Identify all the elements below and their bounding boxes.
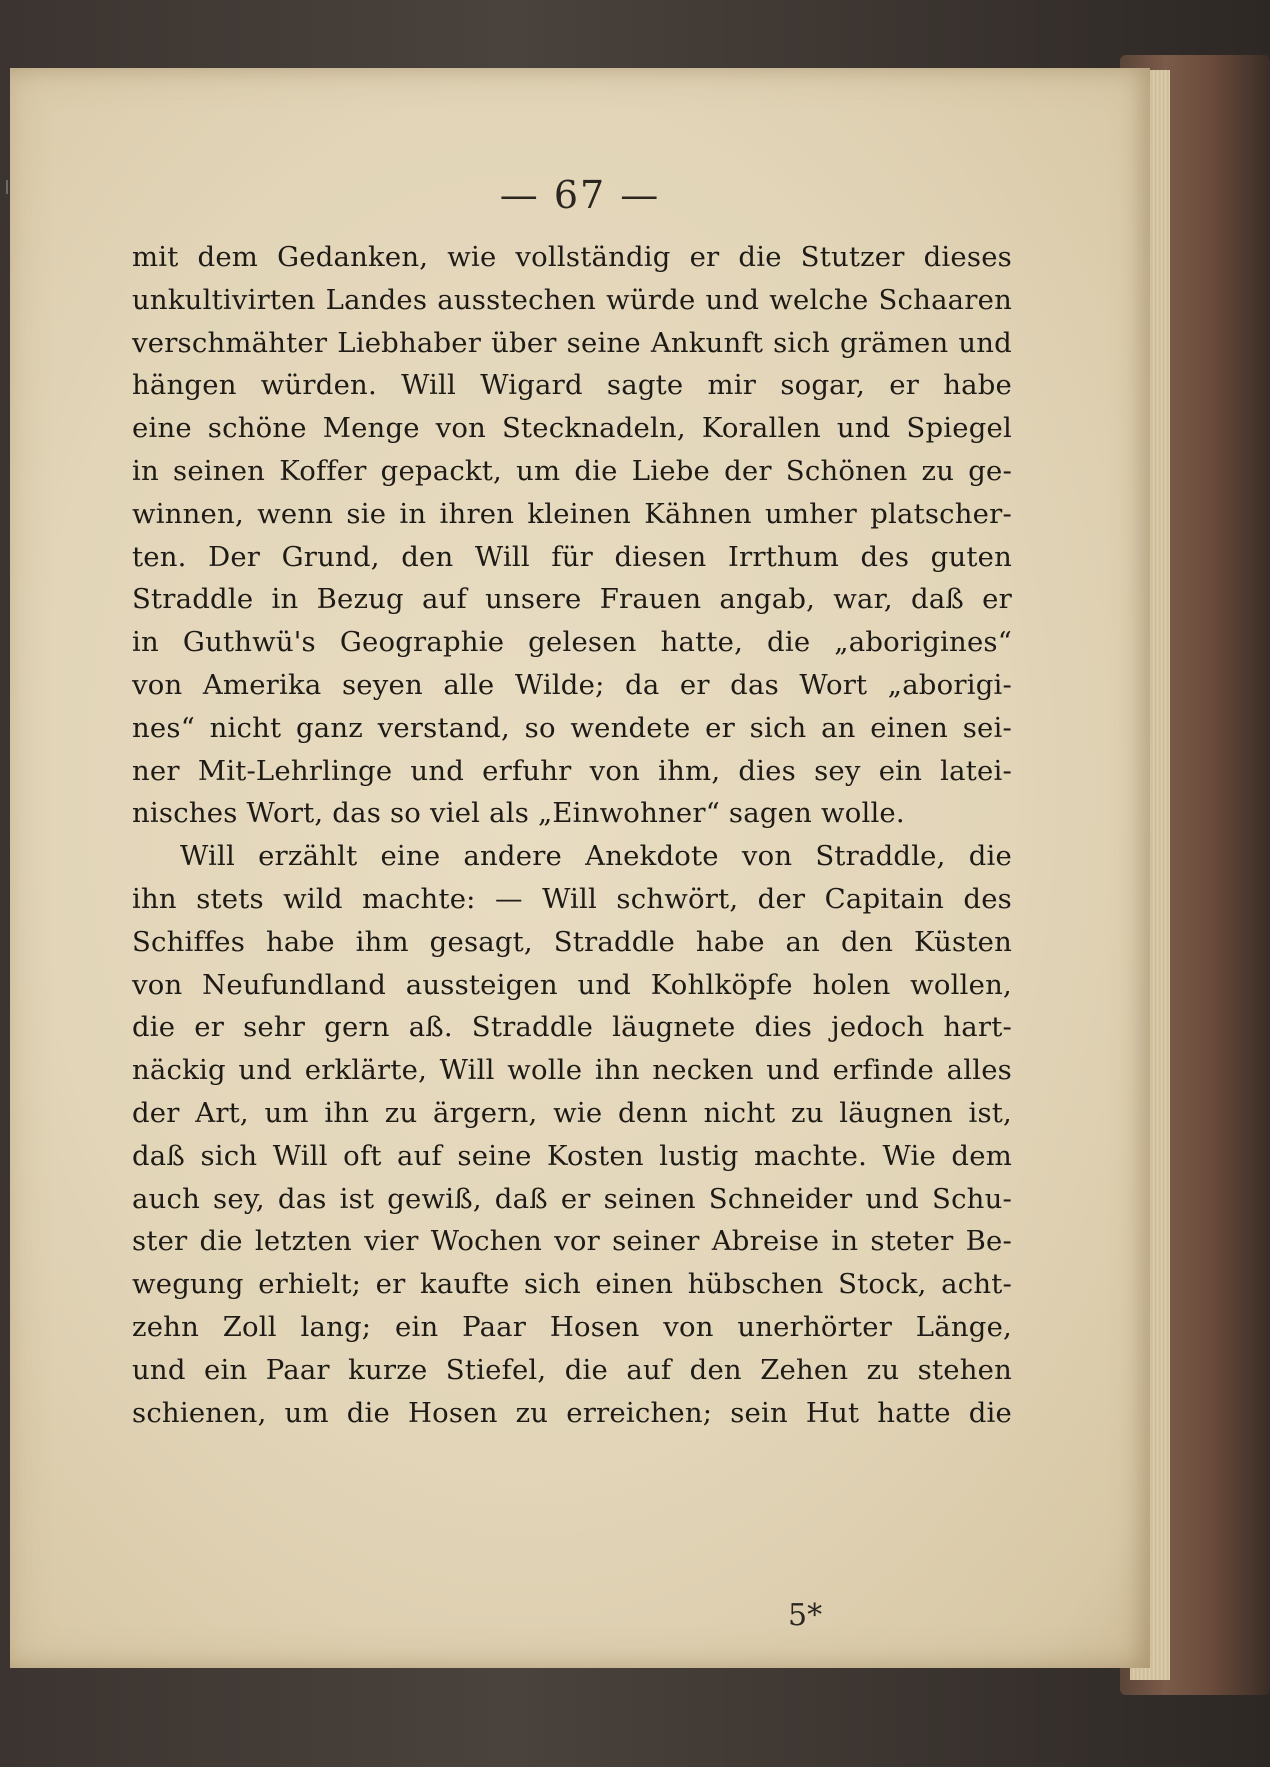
text-line: von Amerika seyen alle Wilde; da er das Wort „aborigi- <box>132 668 1012 701</box>
text-line: von Neufundland aussteigen und Kohlköpfe holen wollen, <box>132 968 1012 1001</box>
text-line: Straddle in Bezug auf unsere Frauen angab, war, daß er <box>132 583 1012 616</box>
text-line: der Art, um ihn zu ärgern, wie denn nicht zu läugnen ist, <box>132 1096 1012 1129</box>
text-line: die er sehr gern aß. Straddle läugnete dies jedoch hart- <box>132 1011 1012 1044</box>
text-line: ihn stets wild machte: — Will schwört, der Capitain des <box>132 882 1012 915</box>
text-block <box>132 236 1012 1434</box>
text-line: und ein Paar kurze Stiefel, die auf den Zehen zu stehen <box>132 1353 1012 1386</box>
text-line: schienen, um die Hosen zu erreichen; sein Hut hatte die <box>132 1396 1012 1429</box>
fold-mark <box>6 180 8 194</box>
text-line: unkultivirten Landes ausstechen würde und welche Schaaren <box>132 283 1012 316</box>
text-line: wegung erhielt; er kaufte sich einen hübschen Stock, acht- <box>132 1268 1012 1301</box>
text-line: nisches Wort, das so viel als „Einwohner“ sagen wolle. <box>132 797 905 830</box>
text-line: eine schöne Menge von Stecknadeln, Korallen und Spiegel <box>132 412 1012 445</box>
signature-mark: 5* <box>788 1598 823 1633</box>
text-line: ster die letzten vier Wochen vor seiner Abreise in steter Be- <box>132 1225 1012 1258</box>
text-line: verschmähter Liebhaber über seine Ankunft sich grämen und <box>132 326 1012 359</box>
text-line: Schiffes habe ihm gesagt, Straddle habe an den Küsten <box>132 925 1012 958</box>
text-line: winnen, wenn sie in ihren kleinen Kähnen umher platscher- <box>132 497 1012 530</box>
text-line: nes“ nicht ganz verstand, so wendete er sich an einen sei- <box>132 711 1012 744</box>
text-line: näckig und erklärte, Will wolle ihn necken und erfinde alles <box>132 1054 1012 1087</box>
text-line: ten. Der Grund, den Will für diesen Irrthum des guten <box>132 540 1012 573</box>
text-line: auch sey, das ist gewiß, daß er seinen Schneider und Schu- <box>132 1182 1012 1215</box>
text-line: hängen würden. Will Wigard sagte mir sogar, er habe <box>132 369 1012 402</box>
text-line: ner Mit-Lehrlinge und erfuhr von ihm, dies sey ein latei- <box>132 754 1012 787</box>
text-line: mit dem Gedanken, wie vollständig er die Stutzer dieses <box>132 241 1012 273</box>
text-line: Will erzählt eine andere Anekdote von Straddle, die <box>180 840 1012 873</box>
text-line: zehn Zoll lang; ein Paar Hosen von unerhörter Länge, <box>132 1310 1012 1343</box>
text-line: daß sich Will oft auf seine Kosten lustig machte. Wie dem <box>132 1139 1012 1172</box>
text-line: in seinen Koffer gepackt, um die Liebe der Schönen zu ge- <box>132 454 1012 487</box>
text-line: in Guthwü's Geographie gelesen hatte, die „aborigines“ <box>132 626 1012 659</box>
book-page <box>10 68 1150 1668</box>
page-number-header: — 67 — <box>499 173 661 217</box>
